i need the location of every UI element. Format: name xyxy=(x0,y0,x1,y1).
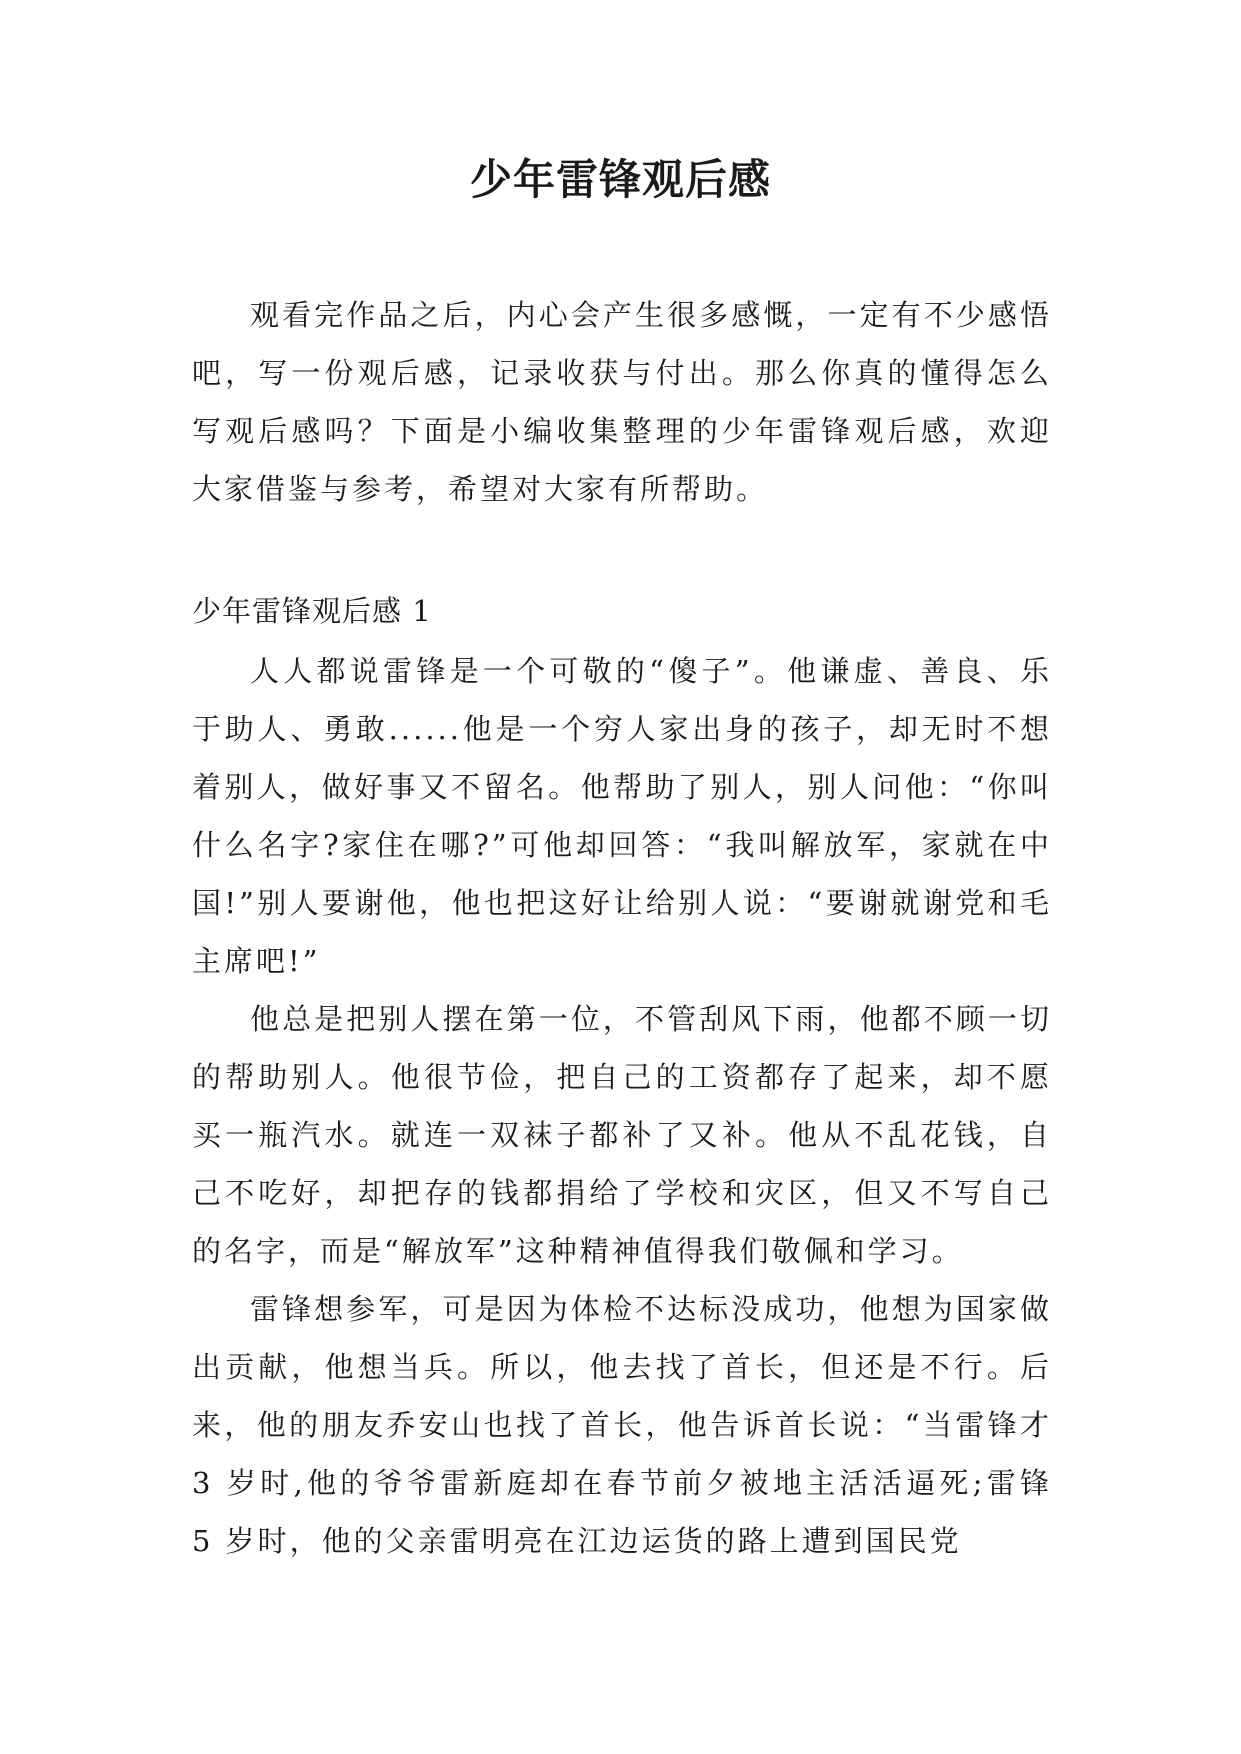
article-paragraph: 人人都说雷锋是一个可敬的“傻子”。他谦虚、善良、乐于助人、勇敢......他是一个穷人家出身的孩子，却无时不想着别人，做好事又不留名。他帮助了别人，别人问他：“你叫什么名字?家住在哪?”可他却回答：“我叫解放军，家就在中国!”别人要谢他，他也把这好让给别人说：“要谢就谢党和毛主席吧!” xyxy=(192,654,1052,978)
section-title: 少年雷锋观后感 1 xyxy=(192,594,432,628)
intro-paragraph: 观看完作品之后，内心会产生很多感慨，一定有不少感悟吧，写一份观后感，记录收获与付出。那么你真的懂得怎么写观后感吗？下面是小编收集整理的少年雷锋观后感，欢迎大家借鉴与参考，希望对大家有所帮助。 xyxy=(192,298,1052,506)
document-title: 少年雷锋观后感 xyxy=(469,155,771,204)
article-paragraph: 雷锋想参军，可是因为体检不达标没成功，他想为国家做出贡献，他想当兵。所以，他去找了首长，但还是不行。后来，他的朋友乔安山也找了首长，他告诉首长说：“当雷锋才 3 岁时,他的爷爷雷新庭却在春节前夕被地主活活逼死;雷锋 5 岁时，他的父亲雷明亮在江边运货的路上遭到国民党 xyxy=(192,1292,1052,1558)
article-paragraph: 他总是把别人摆在第一位，不管刮风下雨，他都不顾一切的帮助别人。他很节俭，把自己的工资都存了起来，却不愿买一瓶汽水。就连一双袜子都补了又补。他从不乱花钱，自己不吃好，却把存的钱都捐给了学校和灾区，但又不写自己的名字，而是“解放军”这种精神值得我们敬佩和学习。 xyxy=(192,1002,1052,1268)
article-body xyxy=(192,642,1052,1570)
